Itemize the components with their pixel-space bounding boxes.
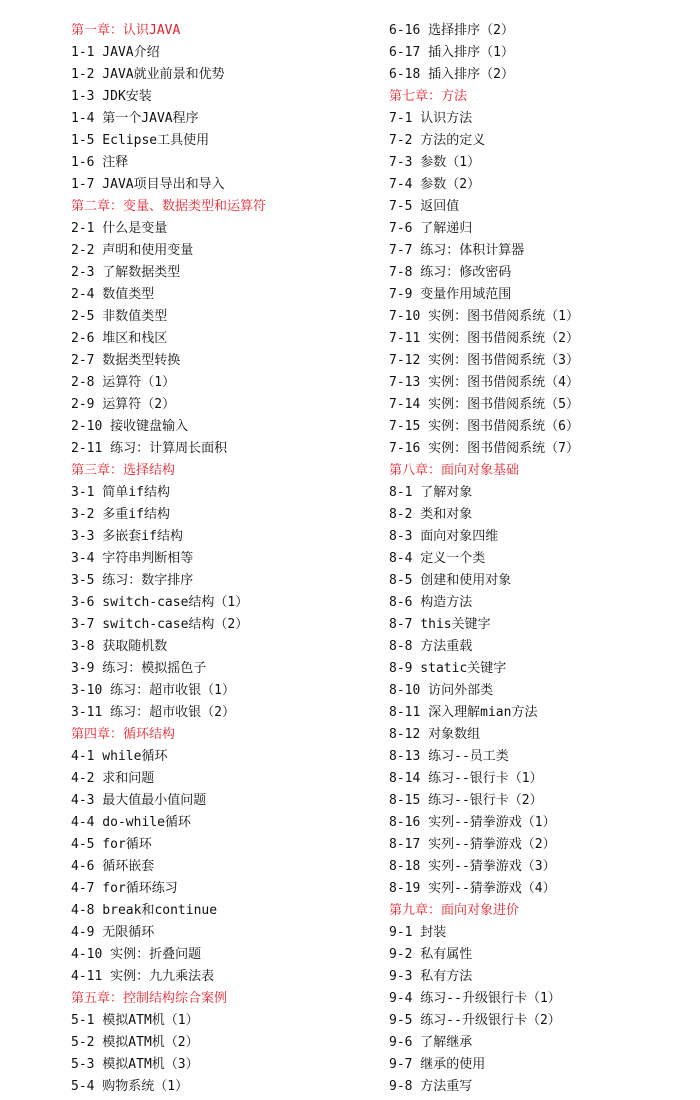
lesson-item: 7-12 实例：图书借阅系统（3） [389, 353, 579, 368]
lesson-item: 4-11 实例：九九乘法表 [71, 969, 215, 984]
lesson-item: 7-1 认识方法 [389, 111, 473, 126]
lesson-item: 2-1 什么是变量 [71, 221, 168, 236]
chapter-heading: 第九章：面向对象进价 [389, 903, 520, 918]
lesson-item: 3-8 获取随机数 [71, 639, 168, 654]
lesson-item: 3-9 练习：模拟摇色子 [71, 661, 207, 676]
lesson-item: 8-5 创建和使用对象 [389, 573, 512, 588]
lesson-item: 8-19 实列--猜拳游戏（4） [389, 881, 556, 896]
lesson-item: 4-10 实例：折叠问题 [71, 947, 202, 962]
chapter-heading: 第四章：循环结构 [71, 727, 176, 742]
lesson-item: 4-8 break和continue [71, 903, 218, 918]
lesson-item: 4-4 do-while循环 [71, 815, 191, 830]
lesson-item: 8-11 深入理解mian方法 [389, 705, 538, 720]
lesson-item: 9-2 私有属性 [389, 947, 473, 962]
lesson-item: 2-8 运算符（1） [71, 375, 176, 390]
lesson-item: 2-11 练习：计算周长面积 [71, 441, 228, 456]
lesson-item: 7-8 练习：修改密码 [389, 265, 512, 280]
lesson-item: 8-8 方法重载 [389, 639, 473, 654]
lesson-item: 3-11 练习：超市收银（2） [71, 705, 235, 720]
lesson-item: 7-7 练习：体积计算器 [389, 243, 525, 258]
lesson-item: 8-16 实列--猜拳游戏（1） [389, 815, 556, 830]
lesson-item: 7-15 实例：图书借阅系统（6） [389, 419, 579, 434]
lesson-item: 2-4 数值类型 [71, 287, 155, 302]
lesson-item: 4-3 最大值最小值问题 [71, 793, 207, 808]
lesson-item: 1-2 JAVA就业前景和优势 [71, 67, 225, 82]
lesson-item: 2-3 了解数据类型 [71, 265, 181, 280]
lesson-item: 2-2 声明和使用变量 [71, 243, 194, 258]
lesson-item: 4-6 循环嵌套 [71, 859, 155, 874]
lesson-item: 5-1 模拟ATM机（1） [71, 1013, 199, 1028]
lesson-item: 5-2 模拟ATM机（2） [71, 1035, 199, 1050]
chapter-heading: 第二章：变量、数据类型和运算符 [71, 199, 267, 214]
lesson-item: 8-9 static关键字 [389, 661, 507, 676]
lesson-item: 6-17 插入排序（1） [389, 45, 514, 60]
lesson-item: 4-2 求和问题 [71, 771, 155, 786]
lesson-item: 8-3 面向对象四维 [389, 529, 499, 544]
lesson-item: 1-3 JDK安装 [71, 89, 152, 104]
lesson-item: 8-13 练习--员工类 [389, 749, 509, 764]
lesson-item: 1-4 第一个JAVA程序 [71, 111, 199, 126]
lesson-item: 7-5 返回值 [389, 199, 460, 214]
lesson-item: 4-5 for循环 [71, 837, 152, 852]
lesson-item: 7-10 实例：图书借阅系统（1） [389, 309, 579, 324]
lesson-item: 8-12 对象数组 [389, 727, 481, 742]
lesson-item: 4-7 for循环练习 [71, 881, 178, 896]
lesson-item: 4-1 while循环 [71, 749, 168, 764]
lesson-item: 8-7 this关键字 [389, 617, 491, 632]
lesson-item: 8-18 实列--猜拳游戏（3） [389, 859, 556, 874]
lesson-item: 5-3 模拟ATM机（3） [71, 1057, 199, 1072]
lesson-item: 3-1 简单if结构 [71, 485, 170, 500]
lesson-item: 3-4 字符串判断相等 [71, 551, 194, 566]
lesson-item: 9-5 练习--升级银行卡（2） [389, 1013, 561, 1028]
lesson-item: 8-17 实列--猜拳游戏（2） [389, 837, 556, 852]
lesson-item: 8-14 练习--银行卡（1） [389, 771, 543, 786]
lesson-item: 2-7 数据类型转换 [71, 353, 181, 368]
lesson-item: 7-11 实例：图书借阅系统（2） [389, 331, 579, 346]
lesson-item: 9-1 封装 [389, 925, 447, 940]
lesson-item: 3-6 switch-case结构（1） [71, 595, 249, 610]
lesson-item: 9-4 练习--升级银行卡（1） [389, 991, 561, 1006]
lesson-item: 7-6 了解递归 [389, 221, 473, 236]
chapter-heading: 第八章：面向对象基础 [389, 463, 520, 478]
lesson-item: 4-9 无限循环 [71, 925, 155, 940]
lesson-item: 1-5 Eclipse工具使用 [71, 133, 210, 148]
lesson-item: 2-6 堆区和栈区 [71, 331, 168, 346]
lesson-item: 8-2 类和对象 [389, 507, 473, 522]
lesson-item: 3-2 多重if结构 [71, 507, 170, 522]
lesson-item: 9-8 方法重写 [389, 1079, 473, 1094]
lesson-item: 3-5 练习：数字排序 [71, 573, 194, 588]
lesson-item: 1-7 JAVA项目导出和导入 [71, 177, 225, 192]
lesson-item: 3-3 多嵌套if结构 [71, 529, 183, 544]
toc-column-left [71, 20, 381, 1098]
lesson-item: 7-9 变量作用域范围 [389, 287, 512, 302]
lesson-item: 5-4 购物系统（1） [71, 1079, 189, 1094]
lesson-item: 7-14 实例：图书借阅系统（5） [389, 397, 579, 412]
lesson-item: 8-4 定义一个类 [389, 551, 486, 566]
lesson-item: 9-7 继承的使用 [389, 1057, 486, 1072]
lesson-item: 8-15 练习--银行卡（2） [389, 793, 543, 808]
lesson-item: 8-10 访问外部类 [389, 683, 494, 698]
lesson-item: 6-18 插入排序（2） [389, 67, 514, 82]
lesson-item: 7-13 实例：图书借阅系统（4） [389, 375, 579, 390]
lesson-item: 7-16 实例：图书借阅系统（7） [389, 441, 579, 456]
lesson-item: 9-6 了解继承 [389, 1035, 473, 1050]
lesson-item: 2-10 接收键盘输入 [71, 419, 189, 434]
lesson-item: 1-6 注释 [71, 155, 129, 170]
lesson-item: 3-7 switch-case结构（2） [71, 617, 249, 632]
lesson-item: 2-9 运算符（2） [71, 397, 176, 412]
lesson-item: 3-10 练习：超市收银（1） [71, 683, 235, 698]
lesson-item: 7-4 参数（2） [389, 177, 481, 192]
toc-column-right [389, 20, 699, 1098]
lesson-item: 7-2 方法的定义 [389, 133, 486, 148]
chapter-heading: 第七章：方法 [389, 89, 468, 104]
chapter-heading: 第三章：选择结构 [71, 463, 176, 478]
lesson-item: 9-3 私有方法 [389, 969, 473, 984]
lesson-item: 8-6 构造方法 [389, 595, 473, 610]
lesson-item: 2-5 非数值类型 [71, 309, 168, 324]
lesson-item: 6-16 选择排序（2） [389, 23, 514, 38]
lesson-item: 1-1 JAVA介绍 [71, 45, 160, 60]
chapter-heading: 第五章：控制结构综合案例 [71, 991, 228, 1006]
lesson-item: 7-3 参数（1） [389, 155, 481, 170]
chapter-heading: 第一章：认识JAVA [71, 23, 181, 38]
lesson-item: 8-1 了解对象 [389, 485, 473, 500]
